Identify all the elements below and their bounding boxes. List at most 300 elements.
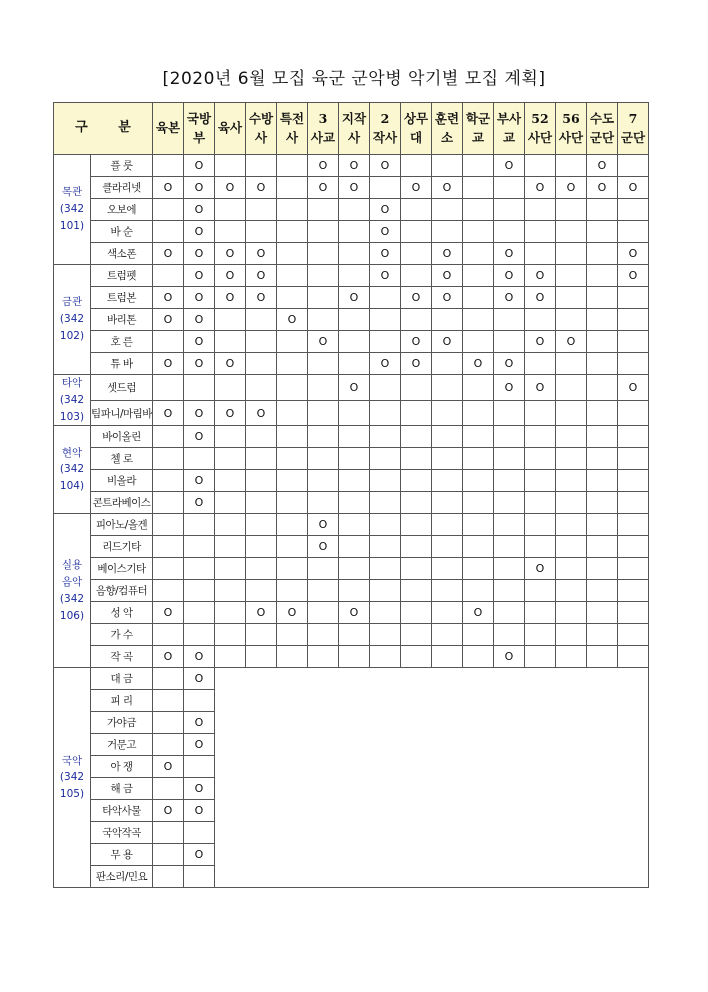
empty-cell bbox=[184, 690, 215, 712]
empty-cell bbox=[277, 624, 308, 646]
category-label-line: (342 bbox=[59, 203, 85, 216]
recruit-mark-cell: O bbox=[556, 177, 587, 199]
header-unit-line: 군단 bbox=[620, 129, 646, 145]
recruit-mark-cell: O bbox=[339, 155, 370, 177]
instrument-cell: 작 곡 bbox=[91, 646, 153, 668]
table-row bbox=[54, 265, 649, 287]
empty-cell bbox=[308, 400, 339, 426]
recruit-mark-cell: O bbox=[215, 177, 246, 199]
empty-cell bbox=[153, 624, 184, 646]
empty-cell bbox=[215, 580, 246, 602]
empty-cell bbox=[401, 309, 432, 331]
empty-cell bbox=[246, 580, 277, 602]
empty-cell bbox=[370, 558, 401, 580]
empty-cell bbox=[556, 400, 587, 426]
category-label-line: (342 bbox=[59, 393, 85, 406]
empty-cell bbox=[277, 646, 308, 668]
empty-cell bbox=[153, 448, 184, 470]
empty-cell bbox=[525, 624, 556, 646]
empty-cell bbox=[308, 492, 339, 514]
empty-cell bbox=[556, 558, 587, 580]
empty-cell bbox=[556, 580, 587, 602]
instrument-cell: 리드기타 bbox=[91, 536, 153, 558]
header-unit bbox=[525, 103, 556, 155]
empty-cell bbox=[463, 624, 494, 646]
empty-cell bbox=[277, 448, 308, 470]
empty-cell bbox=[525, 536, 556, 558]
recruit-mark-cell: O bbox=[432, 243, 463, 265]
empty-cell bbox=[153, 331, 184, 353]
empty-cell bbox=[618, 353, 649, 375]
table-row bbox=[54, 353, 649, 375]
page-title: [2020년 6월 모집 육군 군악병 악기별 모집 계획] bbox=[162, 69, 546, 89]
empty-cell bbox=[556, 514, 587, 536]
header-unit bbox=[277, 103, 308, 155]
category-label-line: 105) bbox=[59, 788, 85, 801]
recruit-mark-cell: O bbox=[370, 243, 401, 265]
recruit-mark-cell: O bbox=[308, 331, 339, 353]
recruit-mark-cell: O bbox=[618, 177, 649, 199]
instrument-cell: 대 금 bbox=[91, 668, 153, 690]
instrument-cell: 베이스기타 bbox=[91, 558, 153, 580]
empty-cell bbox=[308, 448, 339, 470]
empty-cell bbox=[463, 448, 494, 470]
table-row bbox=[54, 668, 649, 690]
empty-cell bbox=[525, 400, 556, 426]
recruit-mark-cell: O bbox=[246, 602, 277, 624]
empty-cell bbox=[215, 646, 246, 668]
instrument-cell: 무 용 bbox=[91, 844, 153, 866]
empty-cell bbox=[184, 514, 215, 536]
empty-cell bbox=[463, 309, 494, 331]
empty-cell bbox=[277, 400, 308, 426]
empty-cell bbox=[370, 448, 401, 470]
table-row bbox=[54, 646, 649, 668]
empty-cell bbox=[153, 866, 184, 888]
empty-cell bbox=[370, 426, 401, 448]
empty-cell bbox=[215, 309, 246, 331]
empty-cell bbox=[153, 375, 184, 401]
instrument-cell: 판소리/민요 bbox=[91, 866, 153, 888]
category-label-line: 104) bbox=[59, 480, 85, 493]
empty-cell bbox=[463, 265, 494, 287]
empty-cell bbox=[587, 243, 618, 265]
empty-cell bbox=[246, 558, 277, 580]
category-label-line: 현악 bbox=[61, 446, 83, 459]
instrument-cell: 클라리넷 bbox=[91, 177, 153, 199]
header-unit bbox=[463, 103, 494, 155]
empty-cell bbox=[184, 866, 215, 888]
empty-cell bbox=[308, 287, 339, 309]
recruit-mark-cell: O bbox=[339, 375, 370, 401]
empty-cell bbox=[463, 287, 494, 309]
empty-cell bbox=[463, 199, 494, 221]
empty-cell bbox=[432, 492, 463, 514]
empty-cell bbox=[308, 646, 339, 668]
recruit-mark-cell: O bbox=[246, 265, 277, 287]
empty-cell bbox=[246, 331, 277, 353]
empty-cell bbox=[401, 400, 432, 426]
recruit-mark-cell: O bbox=[184, 492, 215, 514]
header-unit-line: 사단 bbox=[527, 129, 553, 145]
empty-cell bbox=[184, 602, 215, 624]
category-label-line: (342 bbox=[59, 771, 85, 784]
recruit-mark-cell: O bbox=[215, 287, 246, 309]
empty-cell bbox=[494, 177, 525, 199]
table-body bbox=[54, 155, 649, 888]
empty-cell bbox=[215, 558, 246, 580]
recruit-mark-cell: O bbox=[153, 353, 184, 375]
recruit-mark-cell: O bbox=[153, 243, 184, 265]
header-row bbox=[54, 103, 649, 155]
header-unit-line: 육본 bbox=[155, 120, 181, 136]
header-unit bbox=[308, 103, 339, 155]
empty-cell bbox=[463, 177, 494, 199]
empty-cell bbox=[494, 580, 525, 602]
empty-cell bbox=[556, 448, 587, 470]
empty-cell bbox=[463, 558, 494, 580]
empty-cell bbox=[215, 221, 246, 243]
empty-cell bbox=[215, 470, 246, 492]
empty-cell bbox=[463, 580, 494, 602]
recruit-mark-cell: O bbox=[184, 712, 215, 734]
category-label-line: (342 bbox=[59, 463, 85, 476]
header-unit-line: 부 bbox=[192, 129, 206, 145]
empty-cell bbox=[618, 580, 649, 602]
recruit-mark-cell: O bbox=[184, 331, 215, 353]
empty-cell bbox=[494, 448, 525, 470]
empty-cell bbox=[556, 265, 587, 287]
header-unit-line: 육사 bbox=[217, 120, 243, 136]
empty-cell bbox=[618, 624, 649, 646]
category-label-line: 목관 bbox=[61, 186, 83, 199]
empty-cell bbox=[525, 448, 556, 470]
empty-cell bbox=[587, 400, 618, 426]
empty-cell bbox=[556, 602, 587, 624]
empty-cell bbox=[494, 558, 525, 580]
recruit-mark-cell: O bbox=[184, 353, 215, 375]
empty-cell bbox=[618, 470, 649, 492]
header-unit bbox=[153, 103, 184, 155]
empty-cell bbox=[587, 331, 618, 353]
empty-cell bbox=[618, 492, 649, 514]
empty-cell bbox=[153, 690, 184, 712]
empty-cell bbox=[494, 536, 525, 558]
empty-cell bbox=[618, 287, 649, 309]
header-unit bbox=[494, 103, 525, 155]
empty-cell bbox=[184, 756, 215, 778]
header-unit-line: 교 bbox=[471, 129, 485, 145]
recruit-mark-cell: O bbox=[339, 287, 370, 309]
instrument-cell: 타악사물 bbox=[91, 800, 153, 822]
empty-cell bbox=[339, 558, 370, 580]
header-unit-line: 수도 bbox=[589, 111, 615, 127]
recruitment-plan-table bbox=[53, 102, 649, 888]
empty-cell bbox=[215, 624, 246, 646]
empty-cell bbox=[370, 624, 401, 646]
empty-cell bbox=[308, 580, 339, 602]
recruit-mark-cell: O bbox=[432, 177, 463, 199]
empty-cell bbox=[339, 400, 370, 426]
table-row bbox=[54, 221, 649, 243]
empty-cell bbox=[339, 353, 370, 375]
recruit-mark-cell: O bbox=[432, 287, 463, 309]
empty-cell bbox=[401, 243, 432, 265]
empty-cell bbox=[153, 734, 184, 756]
empty-cell bbox=[494, 199, 525, 221]
recruit-mark-cell: O bbox=[184, 199, 215, 221]
header-unit bbox=[401, 103, 432, 155]
header-unit-line: 군단 bbox=[589, 129, 615, 145]
recruit-mark-cell: O bbox=[494, 646, 525, 668]
empty-cell bbox=[277, 177, 308, 199]
empty-cell bbox=[494, 426, 525, 448]
empty-cell bbox=[401, 646, 432, 668]
recruit-mark-cell: O bbox=[525, 331, 556, 353]
recruit-mark-cell: O bbox=[184, 221, 215, 243]
instrument-cell: 비올라 bbox=[91, 470, 153, 492]
header-unit-line: 사 bbox=[254, 129, 268, 145]
header-unit-line: 56 bbox=[562, 111, 580, 127]
recruit-mark-cell: O bbox=[401, 353, 432, 375]
recruit-mark-cell: O bbox=[215, 243, 246, 265]
header-unit bbox=[339, 103, 370, 155]
empty-cell bbox=[339, 536, 370, 558]
empty-cell bbox=[308, 309, 339, 331]
empty-cell bbox=[184, 822, 215, 844]
empty-cell bbox=[277, 580, 308, 602]
header-unit-line: 수방 bbox=[248, 111, 274, 127]
recruit-mark-cell: O bbox=[308, 536, 339, 558]
empty-cell bbox=[618, 602, 649, 624]
empty-cell bbox=[339, 426, 370, 448]
empty-cell bbox=[556, 492, 587, 514]
table-row bbox=[54, 558, 649, 580]
recruit-mark-cell: O bbox=[184, 309, 215, 331]
empty-cell bbox=[432, 558, 463, 580]
recruit-mark-cell: O bbox=[525, 375, 556, 401]
recruit-mark-cell: O bbox=[432, 265, 463, 287]
header-unit-line: 훈련 bbox=[434, 111, 460, 127]
empty-cell bbox=[401, 624, 432, 646]
empty-cell bbox=[370, 536, 401, 558]
recruit-mark-cell: O bbox=[494, 287, 525, 309]
empty-cell bbox=[432, 199, 463, 221]
empty-cell bbox=[432, 448, 463, 470]
empty-cell bbox=[587, 221, 618, 243]
recruit-mark-cell: O bbox=[184, 265, 215, 287]
empty-cell bbox=[153, 470, 184, 492]
empty-cell bbox=[525, 199, 556, 221]
empty-cell bbox=[587, 265, 618, 287]
empty-cell bbox=[184, 375, 215, 401]
empty-cell bbox=[618, 536, 649, 558]
empty-cell bbox=[370, 400, 401, 426]
empty-cell bbox=[556, 199, 587, 221]
empty-cell bbox=[339, 646, 370, 668]
recruit-mark-cell: O bbox=[308, 177, 339, 199]
empty-cell bbox=[432, 470, 463, 492]
empty-cell bbox=[556, 221, 587, 243]
empty-cell bbox=[153, 580, 184, 602]
empty-cell bbox=[246, 426, 277, 448]
category-label-line: 실용 bbox=[61, 559, 83, 572]
empty-cell bbox=[432, 514, 463, 536]
empty-cell bbox=[215, 426, 246, 448]
empty-cell bbox=[246, 221, 277, 243]
empty-cell bbox=[339, 221, 370, 243]
empty-cell bbox=[277, 492, 308, 514]
empty-cell bbox=[525, 646, 556, 668]
recruit-mark-cell: O bbox=[370, 155, 401, 177]
instrument-cell: 첼 로 bbox=[91, 448, 153, 470]
empty-cell bbox=[556, 243, 587, 265]
empty-cell bbox=[463, 375, 494, 401]
recruit-mark-cell: O bbox=[153, 177, 184, 199]
empty-cell bbox=[463, 536, 494, 558]
instrument-cell: 트럼본 bbox=[91, 287, 153, 309]
empty-cell bbox=[587, 353, 618, 375]
header-unit-line: 사단 bbox=[558, 129, 584, 145]
empty-cell bbox=[618, 646, 649, 668]
recruit-mark-cell: O bbox=[153, 400, 184, 426]
empty-cell bbox=[153, 558, 184, 580]
empty-cell bbox=[246, 624, 277, 646]
empty-cell bbox=[215, 155, 246, 177]
recruit-mark-cell: O bbox=[587, 177, 618, 199]
empty-cell bbox=[370, 492, 401, 514]
recruit-mark-cell: O bbox=[184, 243, 215, 265]
category-label-line: 101) bbox=[59, 219, 85, 232]
header-unit-line: 작사 bbox=[372, 129, 398, 145]
empty-cell bbox=[618, 400, 649, 426]
recruit-mark-cell: O bbox=[463, 353, 494, 375]
empty-cell bbox=[308, 558, 339, 580]
recruit-mark-cell: O bbox=[184, 734, 215, 756]
empty-cell bbox=[401, 265, 432, 287]
empty-cell bbox=[308, 199, 339, 221]
empty-cell bbox=[339, 243, 370, 265]
empty-cell bbox=[463, 514, 494, 536]
empty-cell bbox=[246, 536, 277, 558]
table-row bbox=[54, 177, 649, 199]
empty-cell bbox=[308, 426, 339, 448]
empty-cell bbox=[401, 199, 432, 221]
header-unit-line: 사 bbox=[347, 129, 361, 145]
instrument-cell: 아 쟁 bbox=[91, 756, 153, 778]
instrument-cell: 성 악 bbox=[91, 602, 153, 624]
empty-cell bbox=[525, 243, 556, 265]
table-row bbox=[54, 400, 649, 426]
empty-cell bbox=[153, 536, 184, 558]
empty-cell bbox=[401, 536, 432, 558]
header-unit-line: 7 bbox=[628, 111, 638, 127]
empty-cell bbox=[370, 375, 401, 401]
instrument-cell: 색소폰 bbox=[91, 243, 153, 265]
empty-cell bbox=[246, 309, 277, 331]
empty-cell bbox=[246, 492, 277, 514]
empty-cell bbox=[277, 243, 308, 265]
table-header bbox=[54, 103, 649, 155]
recruit-mark-cell: O bbox=[525, 558, 556, 580]
empty-cell bbox=[618, 448, 649, 470]
table-row bbox=[54, 375, 649, 401]
table-row bbox=[54, 243, 649, 265]
recruit-mark-cell: O bbox=[184, 426, 215, 448]
header-gubun: 구 분 bbox=[54, 103, 153, 155]
table-row bbox=[54, 448, 649, 470]
recruit-mark-cell: O bbox=[215, 265, 246, 287]
empty-cell bbox=[215, 536, 246, 558]
recruit-mark-cell: O bbox=[184, 668, 215, 690]
empty-cell bbox=[525, 580, 556, 602]
empty-cell bbox=[618, 221, 649, 243]
empty-cell bbox=[339, 470, 370, 492]
empty-cell bbox=[494, 470, 525, 492]
category-cell bbox=[54, 514, 91, 668]
empty-cell bbox=[184, 536, 215, 558]
table-row bbox=[54, 331, 649, 353]
empty-cell bbox=[308, 375, 339, 401]
empty-cell bbox=[184, 448, 215, 470]
empty-cell bbox=[463, 470, 494, 492]
empty-cell bbox=[308, 221, 339, 243]
category-label-line: (342 bbox=[59, 592, 85, 605]
empty-cell bbox=[401, 426, 432, 448]
table-row bbox=[54, 155, 649, 177]
empty-cell bbox=[587, 287, 618, 309]
empty-cell bbox=[277, 199, 308, 221]
empty-cell bbox=[153, 844, 184, 866]
empty-cell bbox=[308, 602, 339, 624]
empty-cell bbox=[556, 646, 587, 668]
empty-cell bbox=[184, 558, 215, 580]
empty-cell bbox=[618, 155, 649, 177]
empty-cell bbox=[556, 426, 587, 448]
instrument-cell: 셋드럼 bbox=[91, 375, 153, 401]
recruit-mark-cell: O bbox=[277, 309, 308, 331]
empty-cell bbox=[556, 536, 587, 558]
empty-cell bbox=[370, 177, 401, 199]
header-unit bbox=[432, 103, 463, 155]
empty-cell bbox=[463, 221, 494, 243]
empty-cell bbox=[153, 199, 184, 221]
table-row bbox=[54, 536, 649, 558]
header-unit-line: 52 bbox=[531, 111, 549, 127]
empty-cell bbox=[308, 470, 339, 492]
empty-cell bbox=[587, 624, 618, 646]
empty-cell bbox=[339, 580, 370, 602]
empty-cell bbox=[432, 375, 463, 401]
table-row bbox=[54, 580, 649, 602]
empty-cell bbox=[215, 448, 246, 470]
table-row bbox=[54, 602, 649, 624]
empty-cell bbox=[184, 624, 215, 646]
empty-cell bbox=[246, 353, 277, 375]
recruit-mark-cell: O bbox=[525, 287, 556, 309]
header-unit-line: 3 bbox=[318, 111, 328, 127]
empty-cell bbox=[215, 602, 246, 624]
empty-cell bbox=[494, 309, 525, 331]
empty-cell bbox=[463, 492, 494, 514]
recruit-mark-cell: O bbox=[401, 287, 432, 309]
empty-cell bbox=[556, 375, 587, 401]
instrument-cell: 가야금 bbox=[91, 712, 153, 734]
empty-cell bbox=[153, 712, 184, 734]
empty-cell bbox=[401, 155, 432, 177]
empty-cell bbox=[556, 470, 587, 492]
empty-cell bbox=[618, 331, 649, 353]
